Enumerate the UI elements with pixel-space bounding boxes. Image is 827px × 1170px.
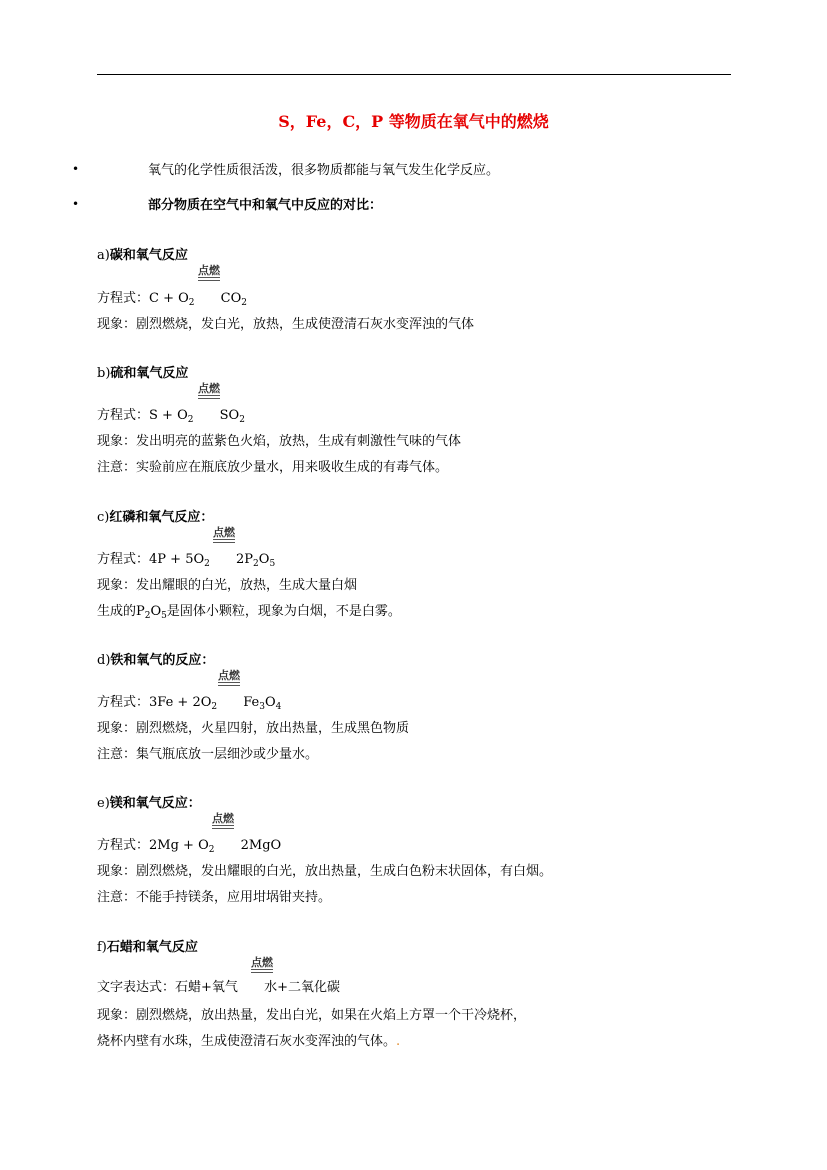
condition-label: 点燃 xyxy=(198,383,220,399)
section-f-phenomenon-1: 现象：剧烈燃烧，放出热量，发出白光，如果在火焰上方罩一个干冷烧杯， xyxy=(97,1008,527,1023)
section-f-heading: f)石蜡和氧气反应 xyxy=(97,940,198,955)
bullet-dot: • xyxy=(72,162,80,176)
section-e-equation: 方程式：$2Mg + O_2$ 2MgO xyxy=(97,838,282,855)
section-e-heading: e)镁和氧气反应： xyxy=(97,796,201,811)
section-f-equation: 文字表达式：石蜡+氧气 水+二氧化碳 xyxy=(97,980,340,995)
condition-label: 点燃 xyxy=(212,813,234,829)
section-d-phenomenon: 现象：剧烈燃烧，火星四射，放出热量，生成黑色物质 xyxy=(97,721,410,736)
condition-label: 点燃 xyxy=(218,670,240,686)
section-d-equation: 方程式：$3Fe + 2O_2$ $Fe_3O_4$ xyxy=(97,695,282,712)
bullet-text-1: 氧气的化学性质很活泼，很多物质都能与氧气发生化学反应。 xyxy=(148,163,500,178)
bullet-text-2: 部分物质在空气中和氧气中反应的对比： xyxy=(148,198,383,213)
section-a-heading: a)碳和氧气反应 xyxy=(97,248,188,263)
section-b-phenomenon: 现象：发出明亮的蓝紫色火焰，放热，生成有刺激性气味的气体 xyxy=(97,434,462,449)
header-rule xyxy=(97,74,731,75)
section-b-heading: b)硫和氧气反应 xyxy=(97,366,189,381)
section-b-note: 注意：实验前应在瓶底放少量水，用来吸收生成的有毒气体。 xyxy=(97,460,449,475)
condition-label: 点燃 xyxy=(198,265,220,281)
section-d-note: 注意：集气瓶底放一层细沙或少量水。 xyxy=(97,747,319,762)
section-d-heading: d)铁和氧气的反应： xyxy=(97,653,215,668)
section-c-equation: 方程式：$4P + 5O_2$ $2P_2O_5$ xyxy=(97,552,276,569)
section-f-phenomenon-2: 烧杯内壁有水珠，生成使澄清石灰水变浑浊的气体。. xyxy=(97,1034,401,1049)
condition-label: 点燃 xyxy=(213,527,235,543)
condition-label: 点燃 xyxy=(251,957,273,973)
section-c-phenomenon: 现象：发出耀眼的白光，放热，生成大量白烟 xyxy=(97,578,358,593)
section-a-equation: 方程式：$C + O_2$ $CO_2$ xyxy=(97,291,247,308)
section-e-note: 注意：不能手持镁条，应用坩埚钳夹持。 xyxy=(97,890,332,905)
section-a-phenomenon: 现象：剧烈燃烧，发白光，放热，生成使澄清石灰水变浑浊的气体 xyxy=(97,317,475,332)
section-c-heading: c)红磷和氧气反应： xyxy=(97,510,214,525)
section-b-equation: 方程式：$S + O_2$ $SO_2$ xyxy=(97,408,245,425)
page-title: S，Fe，C，P 等物质在氧气中的燃烧 xyxy=(278,112,549,131)
bullet-dot: • xyxy=(72,197,80,211)
section-c-note: 生成的$P_2O_5$是固体小颗粒，现象为白烟，不是白雾。 xyxy=(97,604,401,621)
section-e-phenomenon: 现象：剧烈燃烧，发出耀眼的白光，放出热量，生成白色粉末状固体，有白烟。 xyxy=(97,864,553,879)
